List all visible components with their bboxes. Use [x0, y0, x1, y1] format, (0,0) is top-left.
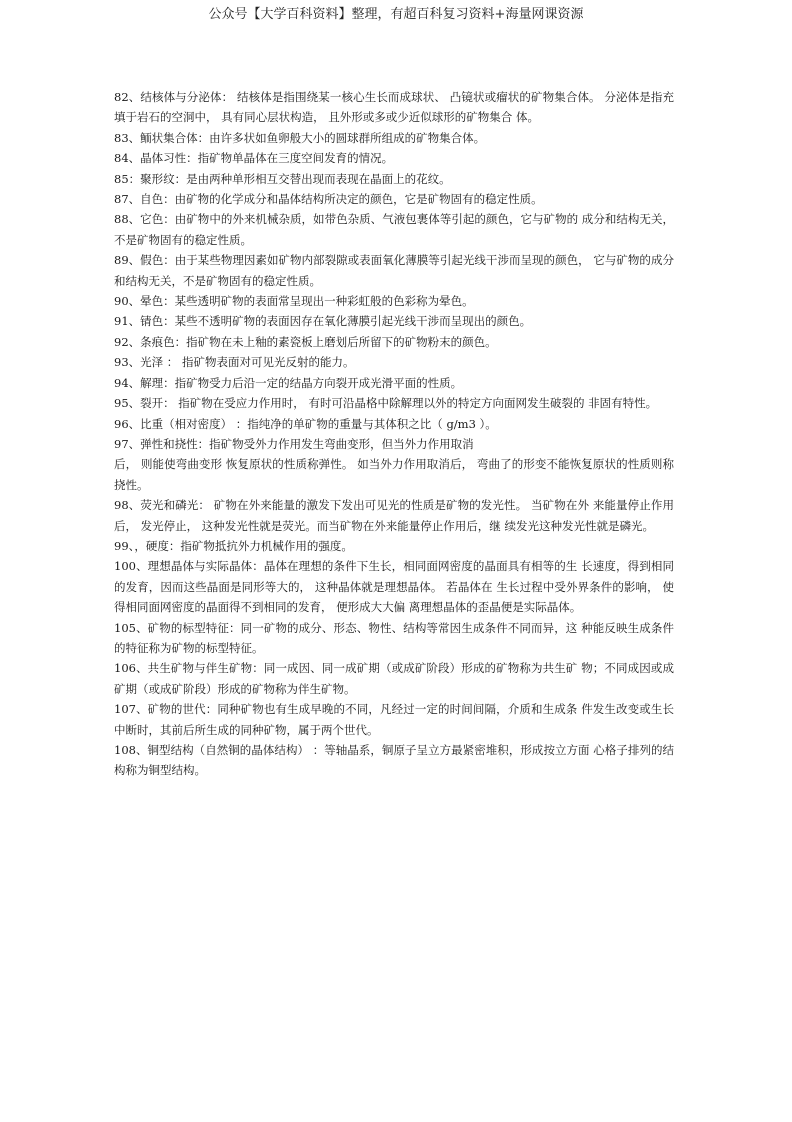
entry-83: 83、鲕状集合体：由许多状如鱼卵般大小的圆球群所组成的矿物集合体。 [114, 130, 486, 145]
entry-108: 108、铜型结构（自然铜的晶体结构） ：等轴晶系，铜原子呈立方最紧密堆积，形成按立方面 心格子排列的结构称为铜型结构。 [114, 743, 674, 778]
entry-105: 105、矿物的标型特征：同一矿物的成分、形态、物性、结构等常因生成条件不同而异，这 种能反映生成条件的特征称为矿物的标型特征。 [114, 620, 674, 655]
entry-91: 91、锖色：某些不透明矿物的表面因存在氧化薄膜引起光线干涉而呈现出的颜色。 [114, 314, 532, 329]
entry-87: 87、自色：由矿物的化学成分和晶体结构所决定的颜色，它是矿物固有的稳定性质。 [114, 192, 543, 207]
entry-97: 97、弹性和挠性：指矿物受外力作用发生弯曲变形，但当外力作用取消 [114, 436, 474, 451]
document-body [114, 87, 674, 781]
entry-99: 99、，硬度：指矿物抵抗外力机械作用的强度。 [114, 538, 353, 553]
entry-89: 89、假色：由于某些物理因素如矿物内部裂隙或表面氧化薄膜等引起光线干涉而呈现的颜色， 它与矿物的成分和结构无关，不是矿物固有的稳定性质。 [114, 253, 674, 288]
entry-94: 94、解理：指矿物受力后沿一定的结晶方向裂开成光滑平面的性质。 [114, 375, 463, 390]
entry-97-continued: 后， 则能使弯曲变形 恢复原状的性质称弹性。 如当外力作用取消后， 弯曲了的形变不能恢复原状的性质则称挠性。 [114, 457, 674, 492]
entry-95: 95、裂开： 指矿物在受应力作用时， 有时可沿晶格中除解理以外的特定方向面网发生破裂的 非固有特性。 [114, 396, 658, 411]
entry-88: 88、它色：由矿物中的外来机械杂质，如带色杂质、气液包裹体等引起的颜色，它与矿物的 成分和结构无关，不是矿物固有的稳定性质。 [114, 212, 674, 247]
entry-90: 90、晕色：某些透明矿物的表面常呈现出一种彩虹般的色彩称为晕色。 [114, 294, 474, 309]
page-header: 公众号【大学百科资料】整理，有超百科复习资料+海量网课资源 [208, 7, 584, 22]
entry-106: 106、共生矿物与伴生矿物：同一成因、同一成矿期（或成矿阶段）形成的矿物称为共生矿 物；不同成因或成矿期（或成矿阶段）形成的矿物称为伴生矿物。 [114, 661, 674, 696]
entry-82: 82、结核体与分泌体： 结核体是指围绕某一核心生长而成球状、 凸镜状或瘤状的矿物集合体。 分泌体是指充填于岩石的空洞中， 具有同心层状构造， 且外形或多或少近似球形的矿物集合 体。 [114, 90, 674, 125]
entry-98: 98、荧光和磷光： 矿物在外来能量的激发下发出可见光的性质是矿物的发光性。 当矿物在外 来能量停止作用后， 发光停止， 这种发光性就是荧光。而当矿物在外来能量停止作用后，继 续发光这种发光性就是磷光。 [114, 498, 674, 533]
entry-84: 84、晶体习性：指矿物单晶体在三度空间发育的情况。 [114, 151, 394, 166]
entry-100: 100、理想晶体与实际晶体：晶体在理想的条件下生长，相同面网密度的晶面具有相等的生 长速度，得到相同的发育，因而这些晶面是同形等大的， 这种晶体就是理想晶体。 若晶体在 生长过程中受外界条件的影响， 使得相同面网密度的晶面得不到相同的发育， 便形成大大偏 离理想晶体的歪晶便是实际晶体。 [114, 559, 674, 615]
entry-107: 107、矿物的世代：同种矿物也有生成早晚的不同，凡经过一定的时间间隔，介质和生成条 件发生改变或生长中断时，其前后所生成的同种矿物，属于两个世代。 [114, 702, 674, 737]
entry-96: 96、比重（相对密度） ：指纯净的单矿物的重量与其体积之比（ g/m3 ）。 [114, 416, 497, 431]
entry-85: 85：聚形纹：是由两种单形相互交替出现而表现在晶面上的花纹。 [114, 171, 451, 186]
entry-93: 93、光泽 ： 指矿物表面对可见光反射的能力。 [114, 355, 355, 370]
entry-92: 92、条痕色：指矿物在未上釉的素瓷板上磨划后所留下的矿物粉末的颜色。 [114, 334, 497, 349]
